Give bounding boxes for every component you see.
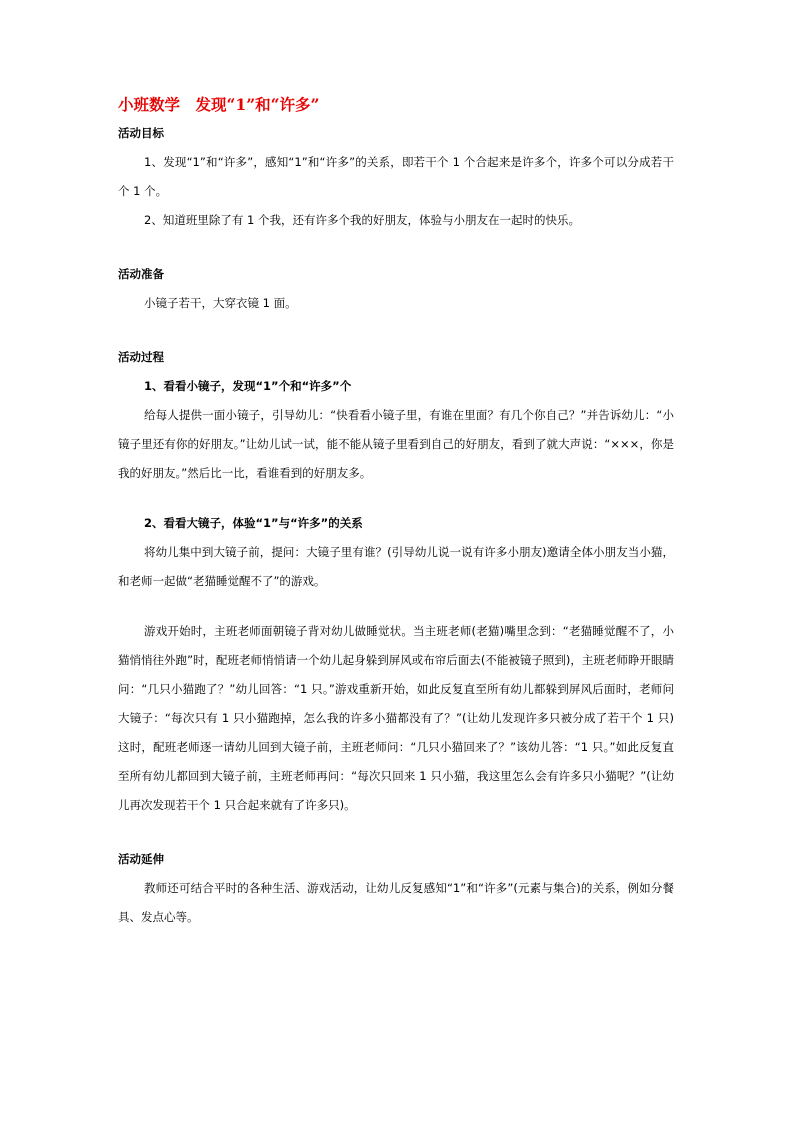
objectives-paragraph-1: 1、发现“1”和“许多”，感知“1”和“许多”的关系，即若干个 1 个合起来是许多个，许多个可以分成若干个 1 个。 [118,155,674,198]
spacer [118,596,674,617]
objectives-section [118,124,674,235]
spacer [118,318,674,348]
process-step1-title: 1、看看小镜子，发现“1”个和“许多”个 [144,379,352,393]
process-step1-paragraph-1: 给每人提供一面小镜子，引导幼儿：“快看看小镜子里，有谁在里面？有几个你自己？”并告诉幼儿：“小镜子里还有你的好朋友。”让幼儿试一试，能不能从镜子里看到自己的好朋友，看到了就大声说：“×××，你是我的好朋友。”然后比一比，看谁看到的好朋友多。 [118,408,674,480]
preparation-section [118,265,674,318]
spacer [118,820,674,850]
page-title: 小班数学 发现“1”和“许多” [118,95,320,114]
process-step2-title: 2、看看大镜子，体验“1”与“许多”的关系 [144,516,363,530]
spacer [118,235,674,265]
preparation-paragraph-1: 小镜子若干，大穿衣镜 1 面。 [144,296,297,310]
preparation-heading: 活动准备 [118,267,164,281]
extension-paragraph-1: 教师还可结合平时的各种生活、游戏活动，让幼儿反复感知“1”和“许多”(元素与集合)的关系，例如分餐具、发点心等。 [118,881,674,924]
process-step2-paragraph-2: 游戏开始时，主班老师面朝镜子背对幼儿做睡觉状。当主班老师(老猫)嘴里念到：“老猫睡觉醒不了，小猫悄悄往外跑”时，配班老师悄悄请一个幼儿起身躲到屏风或布帘后面去(不能被镜子照到)，主班老师睁开眼睛问：“几只小猫跑了？”幼儿回答：“1 只。”游戏重新开始，如此反复直至所有幼儿都躲到屏风后面时，老师问大镜子：“每次只有 1 只小猫跑掉，怎么我的许多小猫都没有了？”(让幼儿发现许多只被分成了若干个 1 只)这时，配班老师逐一请幼儿回到大镜子前，主班老师问：“几只小猫回来了？”该幼儿答：“1 只。”如此反复直至所有幼儿都回到大镜子前，主班老师再问：“每次只回来 1 只小猫，我这里怎么会有许多只小猫呢？”(让幼儿再次发现若干个 1 只合起来就有了许多只)。 [118,624,674,812]
document-content [118,94,674,932]
extension-section [118,850,674,932]
process-heading: 活动过程 [118,350,164,364]
process-section [118,348,674,820]
extension-heading: 活动延伸 [118,852,164,866]
process-step2-paragraph-1: 将幼儿集中到大镜子前，提问：大镜子里有谁？(引导幼儿说一说有许多小朋友)邀请全体小朋友当小猫，和老师一起做“老猫睡觉醒不了”的游戏。 [118,545,674,588]
spacer [118,488,674,509]
objectives-heading: 活动目标 [118,126,164,140]
objectives-paragraph-2: 2、知道班里除了有 1 个我，还有许多个我的好朋友，体验与小朋友在一起时的快乐。 [144,213,580,227]
